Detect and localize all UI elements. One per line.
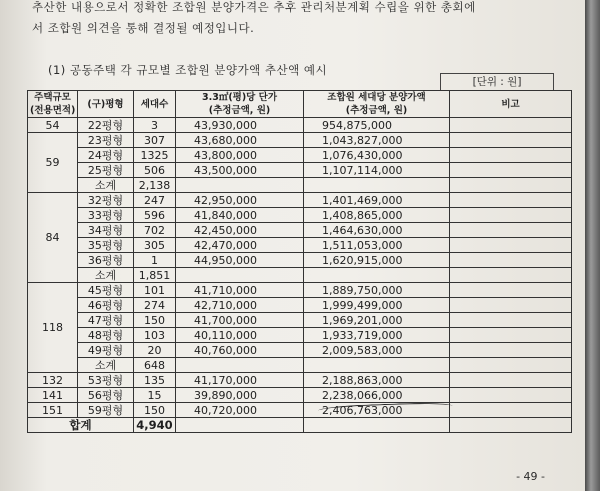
header-size	[28, 91, 78, 118]
sale-price-cell: 1,401,469,000	[304, 193, 450, 208]
empty-cell	[304, 178, 450, 193]
price-per-py-cell: 42,950,000	[176, 193, 304, 208]
table-row	[28, 373, 572, 388]
type-cell: 22평형	[78, 118, 134, 133]
unit-label: [단위 : 원]	[440, 73, 554, 91]
size-cell: 141	[28, 388, 78, 403]
sale-price-cell: 1,889,750,000	[304, 283, 450, 298]
type-cell: 45평형	[78, 283, 134, 298]
sale-price-cell: 1,620,915,000	[304, 253, 450, 268]
table-row	[28, 253, 572, 268]
price-per-py-cell: 40,720,000	[176, 403, 304, 418]
type-cell: 34평형	[78, 223, 134, 238]
units-cell: 103	[134, 328, 176, 343]
sale-price-cell: 1,999,499,000	[304, 298, 450, 313]
units-cell: 1325	[134, 148, 176, 163]
type-cell: 53평형	[78, 373, 134, 388]
empty-cell	[450, 418, 572, 433]
subtotal-units: 2,138	[134, 178, 176, 193]
price-per-py-cell: 43,680,000	[176, 133, 304, 148]
note-cell	[450, 193, 572, 208]
intro-line-2: 서 조합원 의견을 통해 결정될 예정입니다.	[32, 21, 255, 35]
total-row	[28, 418, 572, 433]
sale-price-cell: 954,875,000	[304, 118, 450, 133]
sale-price-cell: 1,107,114,000	[304, 163, 450, 178]
price-per-py-cell: 41,700,000	[176, 313, 304, 328]
subtotal-units: 1,851	[134, 268, 176, 283]
page-number: - 49 -	[516, 470, 545, 483]
note-cell	[450, 223, 572, 238]
empty-cell	[450, 268, 572, 283]
type-cell: 25평형	[78, 163, 134, 178]
section-title: (1) 공동주택 각 규모별 조합원 분양가액 추산액 예시	[48, 63, 328, 77]
price-per-py-cell: 42,710,000	[176, 298, 304, 313]
sale-price-cell: 2,406,763,000	[304, 403, 450, 418]
units-cell: 150	[134, 403, 176, 418]
subtotal-label: 소계	[78, 268, 134, 283]
header-sale-bottom: (추정금액, 원)	[345, 105, 408, 116]
header-sale-price	[304, 91, 450, 118]
note-cell	[450, 118, 572, 133]
table-row	[28, 148, 572, 163]
note-cell	[450, 403, 572, 418]
table-row	[28, 283, 572, 298]
sale-price-cell: 1,464,630,000	[304, 223, 450, 238]
table-row	[28, 238, 572, 253]
units-cell: 20	[134, 343, 176, 358]
total-label: 합계	[28, 418, 134, 433]
type-cell: 33평형	[78, 208, 134, 223]
type-cell: 46평형	[78, 298, 134, 313]
total-units: 4,940	[134, 418, 176, 433]
type-cell: 32평형	[78, 193, 134, 208]
price-per-py-cell: 42,450,000	[176, 223, 304, 238]
price-per-py-cell: 41,710,000	[176, 283, 304, 298]
table-row	[28, 163, 572, 178]
price-per-py-cell: 39,890,000	[176, 388, 304, 403]
units-cell: 307	[134, 133, 176, 148]
note-cell	[450, 328, 572, 343]
type-cell: 59평형	[78, 403, 134, 418]
units-cell: 3	[134, 118, 176, 133]
price-per-py-cell: 44,950,000	[176, 253, 304, 268]
table-header-row	[28, 91, 572, 118]
type-cell: 35평형	[78, 238, 134, 253]
note-cell	[450, 238, 572, 253]
note-cell	[450, 163, 572, 178]
sale-price-cell: 1,076,430,000	[304, 148, 450, 163]
header-price-top: 3.3㎡(평)당 단가	[201, 92, 278, 103]
subtotal-units: 648	[134, 358, 176, 373]
units-cell: 1	[134, 253, 176, 268]
size-cell: 84	[28, 193, 78, 283]
table-row	[28, 133, 572, 148]
empty-cell	[304, 358, 450, 373]
units-cell: 135	[134, 373, 176, 388]
type-cell: 47평형	[78, 313, 134, 328]
units-cell: 150	[134, 313, 176, 328]
subtotal-label: 소계	[78, 178, 134, 193]
empty-cell	[304, 418, 450, 433]
header-note: 비고	[450, 91, 572, 118]
price-per-py-cell: 40,110,000	[176, 328, 304, 343]
price-per-py-cell: 42,470,000	[176, 238, 304, 253]
sale-price-cell: 1,511,053,000	[304, 238, 450, 253]
size-cell: 118	[28, 283, 78, 373]
price-per-py-cell: 41,840,000	[176, 208, 304, 223]
note-cell	[450, 373, 572, 388]
note-cell	[450, 283, 572, 298]
units-cell: 305	[134, 238, 176, 253]
sale-price-cell: 1,969,201,000	[304, 313, 450, 328]
empty-cell	[176, 268, 304, 283]
table-row	[28, 223, 572, 238]
header-units: 세대수	[134, 91, 176, 118]
note-cell	[450, 148, 572, 163]
empty-cell	[176, 178, 304, 193]
header-sale-top: 조합원 세대당 분양가액	[327, 92, 426, 103]
size-cell: 151	[28, 403, 78, 418]
units-cell: 15	[134, 388, 176, 403]
note-cell	[450, 253, 572, 268]
units-cell: 702	[134, 223, 176, 238]
size-cell: 132	[28, 373, 78, 388]
header-size-top: 주택규모	[34, 92, 71, 103]
units-cell: 506	[134, 163, 176, 178]
price-per-py-cell: 43,500,000	[176, 163, 304, 178]
type-cell: 49평형	[78, 343, 134, 358]
type-cell: 56평형	[78, 388, 134, 403]
units-cell: 274	[134, 298, 176, 313]
price-per-py-cell: 43,800,000	[176, 148, 304, 163]
note-cell	[450, 133, 572, 148]
table-row	[28, 343, 572, 358]
note-cell	[450, 388, 572, 403]
type-cell: 48평형	[78, 328, 134, 343]
type-cell: 23평형	[78, 133, 134, 148]
table-row	[28, 208, 572, 223]
units-cell: 596	[134, 208, 176, 223]
table-row	[28, 118, 572, 133]
sale-price-cell: 1,408,865,000	[304, 208, 450, 223]
header-size-bottom: (전용면적)	[30, 105, 76, 116]
table-row	[28, 328, 572, 343]
table-row	[28, 298, 572, 313]
sale-price-cell: 2,188,863,000	[304, 373, 450, 388]
size-cell: 59	[28, 133, 78, 193]
sale-price-cell: 1,043,827,000	[304, 133, 450, 148]
table-row	[28, 403, 572, 418]
sale-price-cell: 2,009,583,000	[304, 343, 450, 358]
sale-price-cell: 2,238,066,000	[304, 388, 450, 403]
header-type: (구)평형	[78, 91, 134, 118]
header-price-bottom: (추정금액, 원)	[208, 105, 271, 116]
subtotal-row	[28, 178, 572, 193]
price-per-py-cell: 40,760,000	[176, 343, 304, 358]
subtotal-label: 소계	[78, 358, 134, 373]
subtotal-row	[28, 358, 572, 373]
empty-cell	[176, 418, 304, 433]
binder-edge	[585, 0, 600, 491]
table-row	[28, 313, 572, 328]
units-cell: 101	[134, 283, 176, 298]
empty-cell	[450, 178, 572, 193]
table-row	[28, 388, 572, 403]
size-cell: 54	[28, 118, 78, 133]
intro-line-1: 추산한 내용으로서 정확한 조합원 분양가격은 추후 관리처분계획 수립을 위한 총회에	[32, 0, 476, 14]
empty-cell	[304, 268, 450, 283]
empty-cell	[176, 358, 304, 373]
sale-price-cell: 1,933,719,000	[304, 328, 450, 343]
note-cell	[450, 313, 572, 328]
price-per-py-cell: 43,930,000	[176, 118, 304, 133]
subtotal-row	[28, 268, 572, 283]
units-cell: 247	[134, 193, 176, 208]
price-per-py-cell: 41,170,000	[176, 373, 304, 388]
header-price-per-py	[176, 91, 304, 118]
note-cell	[450, 298, 572, 313]
type-cell: 24평형	[78, 148, 134, 163]
table-row	[28, 193, 572, 208]
table-body	[28, 118, 572, 433]
note-cell	[450, 343, 572, 358]
empty-cell	[450, 358, 572, 373]
price-table	[27, 90, 572, 433]
type-cell: 36평형	[78, 253, 134, 268]
intro-paragraph	[32, 0, 582, 39]
note-cell	[450, 208, 572, 223]
